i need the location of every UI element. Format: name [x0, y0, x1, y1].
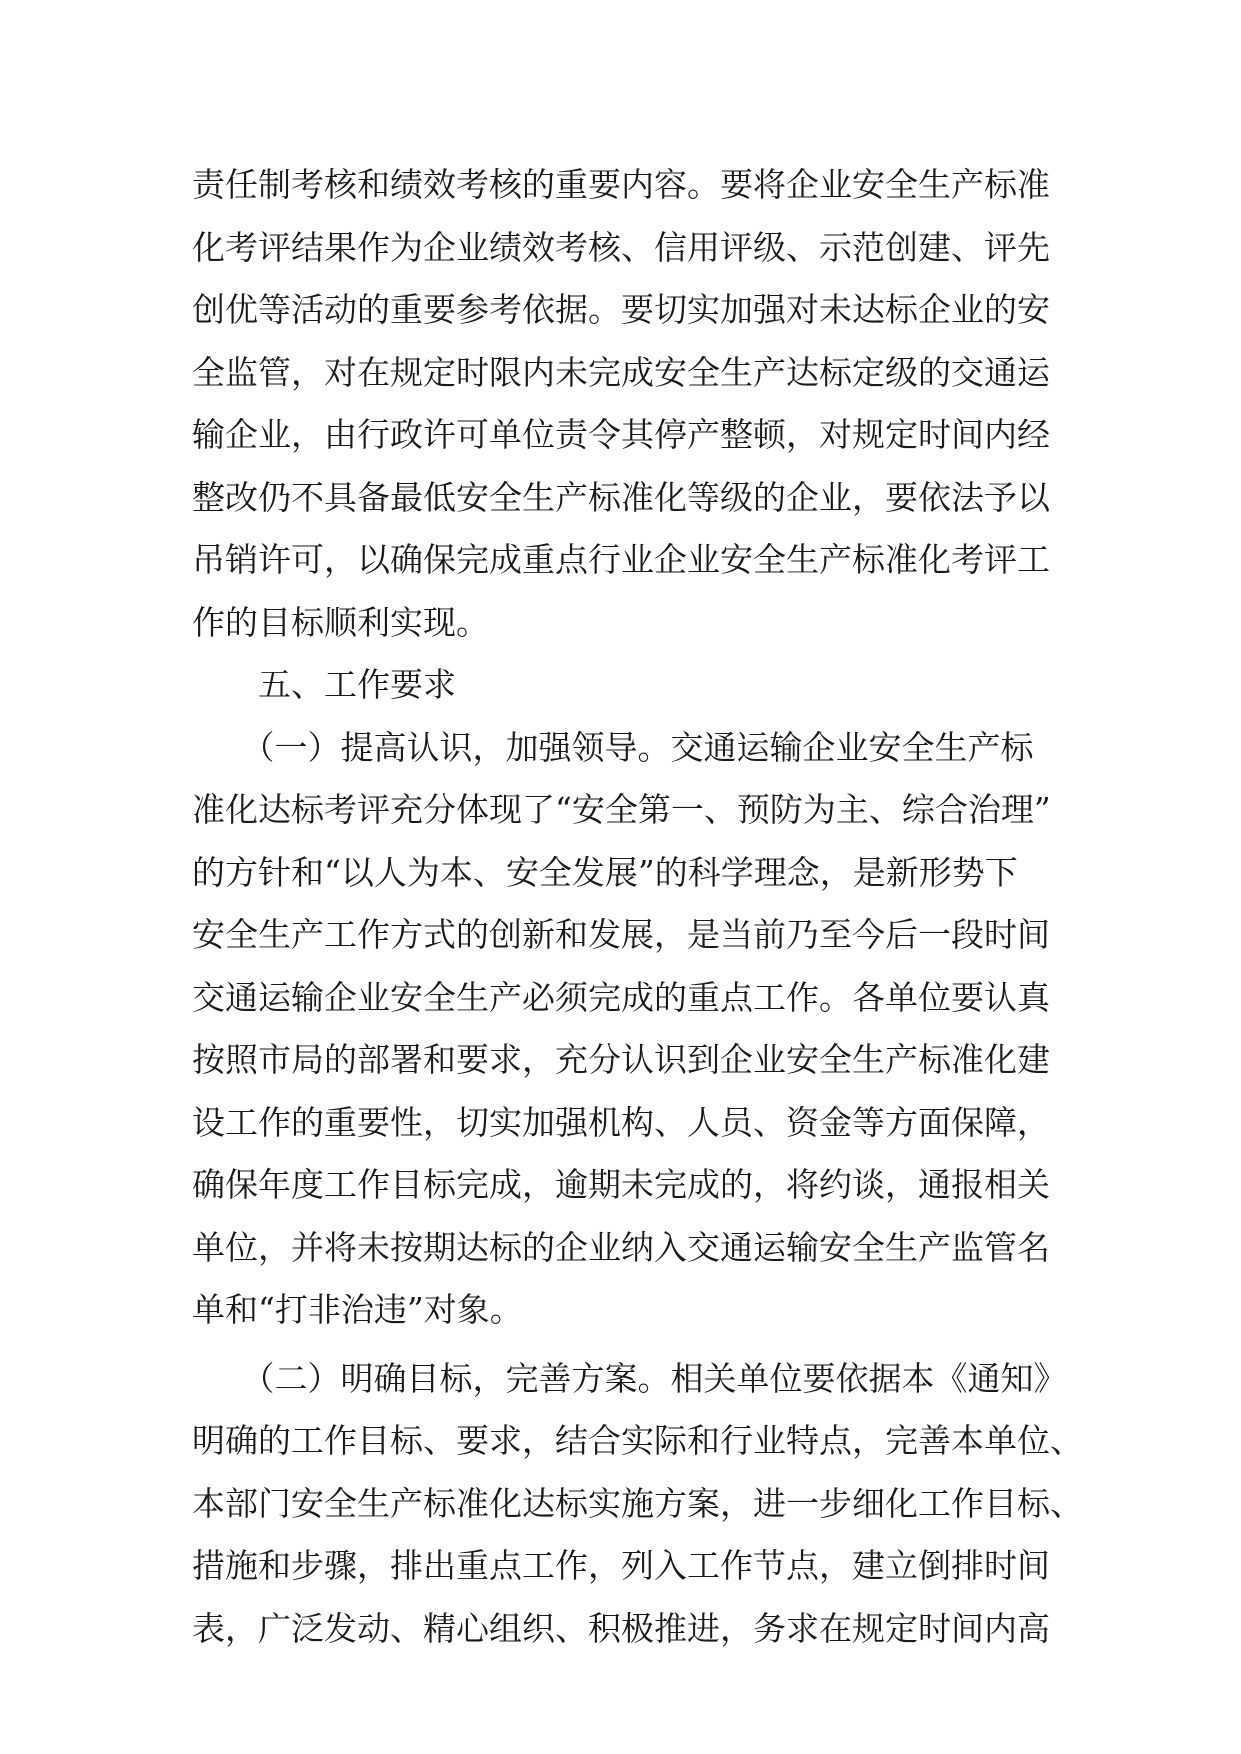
text-line: 确保年度工作目标完成，逾期未完成的，将约谈，通报相关	[192, 1165, 1050, 1204]
text-line: 准化达标考评充分体现了“安全第一、预防为主、综合治理”	[192, 790, 1051, 829]
text-line: 的方针和“以人为本、安全发展”的科学理念，是新形势下	[192, 852, 1018, 892]
text-line: 全监管，对在规定时限内未完成安全生产达标定级的交通运	[192, 352, 1050, 392]
text-line: 输企业，由行政许可单位责令其停产整顿，对规定时间内经	[192, 415, 1050, 454]
text-line: 化考评结果作为企业绩效考核、信用评级、示范创建、评先	[192, 227, 1050, 267]
text-line: 按照市局的部署和要求，充分认识到企业安全生产标准化建	[192, 1040, 1050, 1079]
document-body	[192, 154, 1083, 1660]
text-line: 创优等活动的重要参考依据。要切实加强对未达标企业的安	[192, 290, 1050, 329]
text-line: 单位，并将未按期达标的企业纳入交通运输安全生产监管名	[192, 1227, 1050, 1267]
text-line: 交通运输企业安全生产必须完成的重点工作。各单位要认真	[192, 977, 1050, 1017]
text-line: 本部门安全生产标准化达标实施方案，进一步细化工作目标、	[192, 1483, 1083, 1523]
text-line: 吊销许可，以确保完成重点行业企业安全生产标准化考评工	[192, 540, 1050, 579]
text-line: 作的目标顺利实现。	[192, 602, 489, 642]
text-line: 明确的工作目标、要求，结合实际和行业特点，完善本单位、	[192, 1421, 1083, 1460]
text-line: 责任制考核和绩效考核的重要内容。要将企业安全生产标准	[192, 165, 1050, 204]
text-line: 设工作的重要性，切实加强机构、人员、资金等方面保障，	[192, 1102, 1050, 1142]
text-line: 整改仍不具备最低安全生产标准化等级的企业，要依法予以	[192, 477, 1050, 517]
text-line: 表，广泛发动、精心组织、积极推进，务求在规定时间内高	[192, 1608, 1050, 1648]
text-line: 安全生产工作方式的创新和发展，是当前乃至今后一段时间	[192, 915, 1050, 954]
text-line: 措施和步骤，排出重点工作，列入工作节点，建立倒排时间	[192, 1546, 1050, 1585]
text-line: 单和“打非治违”对象。	[192, 1290, 523, 1329]
text-line: （一）提高认识，加强领导。交通运输企业安全生产标	[192, 727, 1034, 767]
section-heading: 五、工作要求	[192, 665, 456, 704]
text-line: （二）明确目标，完善方案。相关单位要依据本《通知》	[192, 1358, 1067, 1398]
